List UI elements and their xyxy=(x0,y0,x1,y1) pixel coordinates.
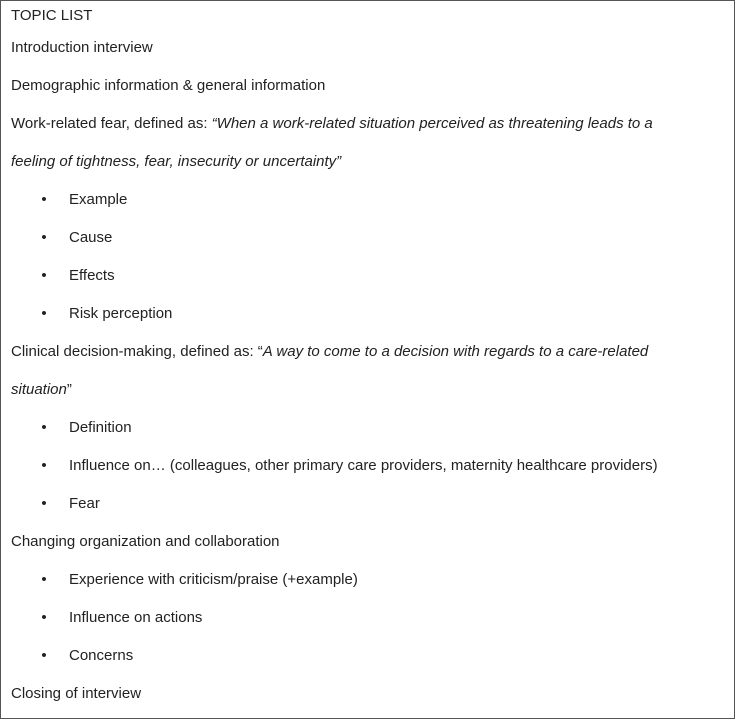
intro-item: Introduction interview xyxy=(11,39,153,56)
list-item-text: Fear xyxy=(69,495,100,512)
topic-list-content xyxy=(11,3,724,713)
fear-definition-start: “When a work-related situation perceived as threatening leads to a xyxy=(211,115,653,132)
list-item-text: Definition xyxy=(69,419,132,436)
bullet-icon: • xyxy=(41,229,47,246)
organization-heading: Changing organization and collaboration xyxy=(11,533,280,550)
bullet-icon: • xyxy=(41,647,47,664)
decision-definition-start: A way to come to a decision with regards to a care-related xyxy=(262,343,649,360)
list-item xyxy=(11,561,724,599)
demographic-item: Demographic information & general information xyxy=(11,77,326,94)
list-item xyxy=(11,485,724,523)
list-item xyxy=(11,599,724,637)
list-item-text: Example xyxy=(69,191,128,208)
list-item xyxy=(11,637,724,675)
list-item xyxy=(11,257,724,295)
bullet-icon: • xyxy=(41,495,47,512)
fear-definition-line2: feeling of tightness, fear, insecurity or uncertainty” xyxy=(11,153,342,170)
list-item-text: Effects xyxy=(69,267,115,284)
decision-prefix: Clinical decision-making, defined as: “ xyxy=(11,343,263,360)
bullet-icon: • xyxy=(41,457,47,474)
list-item xyxy=(11,181,724,219)
list-item-text: Concerns xyxy=(69,647,134,664)
bullet-icon: • xyxy=(41,305,47,322)
list-item xyxy=(11,409,724,447)
list-item-text: Influence on… (colleagues, other primary care providers, maternity healthcare providers) xyxy=(69,457,658,474)
bullet-icon: • xyxy=(41,571,47,588)
fear-prefix: Work-related fear, defined as: xyxy=(11,115,212,132)
bullet-icon: • xyxy=(41,267,47,284)
list-item xyxy=(11,447,724,485)
bullet-icon: • xyxy=(41,419,47,436)
bullet-icon: • xyxy=(41,609,47,626)
list-item xyxy=(11,219,724,257)
decision-closing-quote: ” xyxy=(66,381,72,398)
decision-definition-line1 xyxy=(11,333,724,371)
list-item-text: Experience with criticism/praise (+example) xyxy=(69,571,358,588)
topic-list-title: TOPIC LIST xyxy=(11,7,93,24)
decision-definition-end: situation xyxy=(11,381,67,398)
decision-definition-line2 xyxy=(11,371,724,409)
list-item-text: Cause xyxy=(69,229,113,246)
bullet-icon: • xyxy=(41,191,47,208)
list-item-text: Risk perception xyxy=(69,305,173,322)
closing-item: Closing of interview xyxy=(11,685,142,702)
fear-definition-line1 xyxy=(11,105,724,143)
list-item xyxy=(11,295,724,333)
list-item-text: Influence on actions xyxy=(69,609,203,626)
